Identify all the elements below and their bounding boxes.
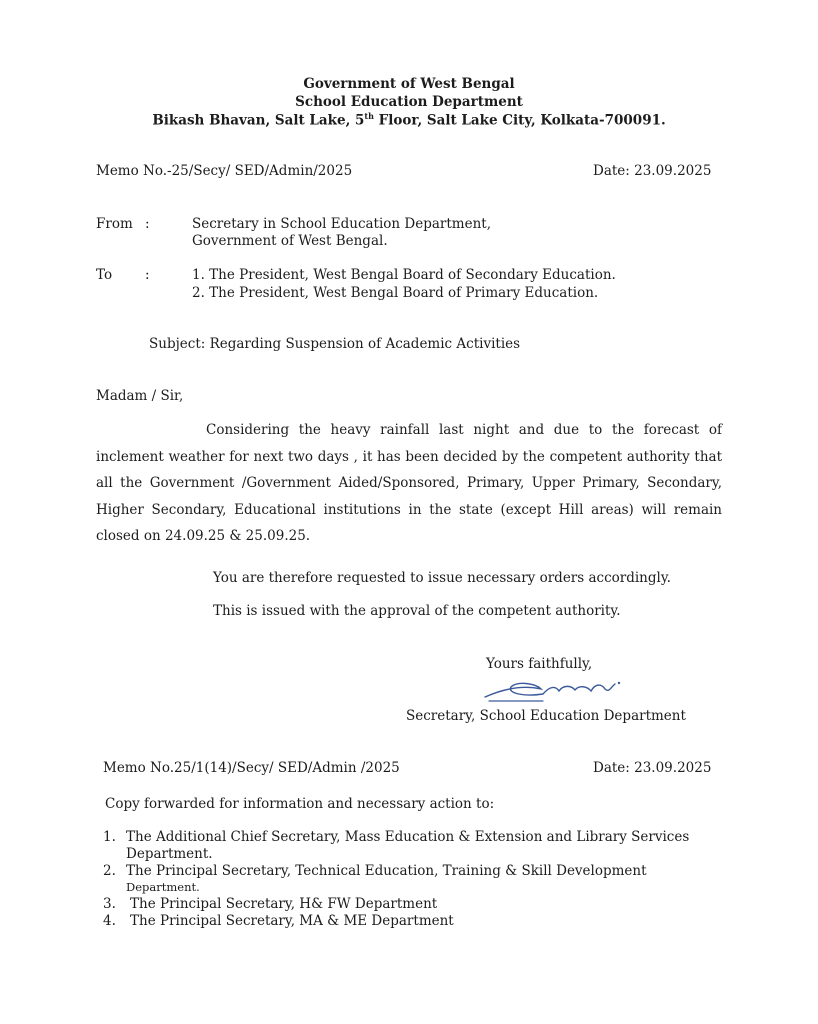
copy-item-2: The Principal Secretary, Technical Education, Training & Skill Development — [126, 863, 647, 879]
to-colon: : — [145, 267, 150, 283]
copy-item-3: The Principal Secretary, H& FW Department — [130, 896, 438, 912]
memo-date: Date: 23.09.2025 — [593, 163, 712, 179]
signature-image — [483, 675, 623, 705]
address-part-2: Floor, Salt Lake City, Kolkata-700091. — [373, 112, 666, 129]
approval-line: This is issued with the approval of the competent authority. — [213, 603, 621, 619]
copy-item-2-number: 2. — [103, 863, 116, 879]
address-part-1: Bikash Bhavan, Salt Lake, 5 — [152, 112, 365, 129]
salutation: Madam / Sir, — [96, 388, 184, 404]
header-address — [0, 111, 818, 129]
copy-item-1-cont: Department. — [126, 846, 213, 862]
header-department: School Education Department — [295, 94, 523, 110]
copy-item-1: The Additional Chief Secretary, Mass Education & Extension and Library Services — [126, 829, 690, 845]
body-text: Considering the heavy rainfall last night and due to the forecast of inclement weather for next two days , it has been decided by the competent authority that all the Government /Government Aided/Sponsored, Primary, Upper Primary, Secondary, Higher Secondary, Educational institutions in the state (except Hill areas) will remain closed on 24.09.25 & 25.09.25. — [96, 422, 722, 544]
address-superscript: th — [364, 111, 374, 121]
header-government: Government of West Bengal — [303, 76, 515, 92]
to-label: To — [96, 267, 113, 283]
to-line-2: 2. The President, West Bengal Board of Primary Education. — [192, 285, 599, 301]
subject-line: Subject: Regarding Suspension of Academic Activities — [149, 336, 521, 352]
from-colon: : — [145, 216, 150, 232]
body-paragraph — [96, 417, 722, 550]
request-line: You are therefore requested to issue necessary orders accordingly. — [213, 570, 671, 586]
copy-item-2-cont: Department. — [126, 880, 200, 894]
closing: Yours faithfully, — [486, 656, 593, 672]
from-label: From — [96, 216, 133, 232]
from-line-2: Government of West Bengal. — [192, 233, 388, 249]
memo2-date: Date: 23.09.2025 — [593, 760, 712, 776]
signatory: Secretary, School Education Department — [406, 708, 686, 724]
copy-item-4-number: 4. — [103, 913, 116, 929]
from-line-1: Secretary in School Education Department, — [192, 216, 491, 232]
memo-number: Memo No.-25/Secy/ SED/Admin/2025 — [96, 163, 353, 179]
copy-item-1-number: 1. — [103, 829, 116, 845]
memo2-number: Memo No.25/1(14)/Secy/ SED/Admin /2025 — [103, 760, 400, 776]
to-line-1: 1. The President, West Bengal Board of Secondary Education. — [192, 267, 616, 283]
copy-item-3-number: 3. — [103, 896, 116, 912]
copy-intro: Copy forwarded for information and necessary action to: — [105, 796, 495, 812]
copy-item-4: The Principal Secretary, MA & ME Department — [130, 913, 454, 929]
